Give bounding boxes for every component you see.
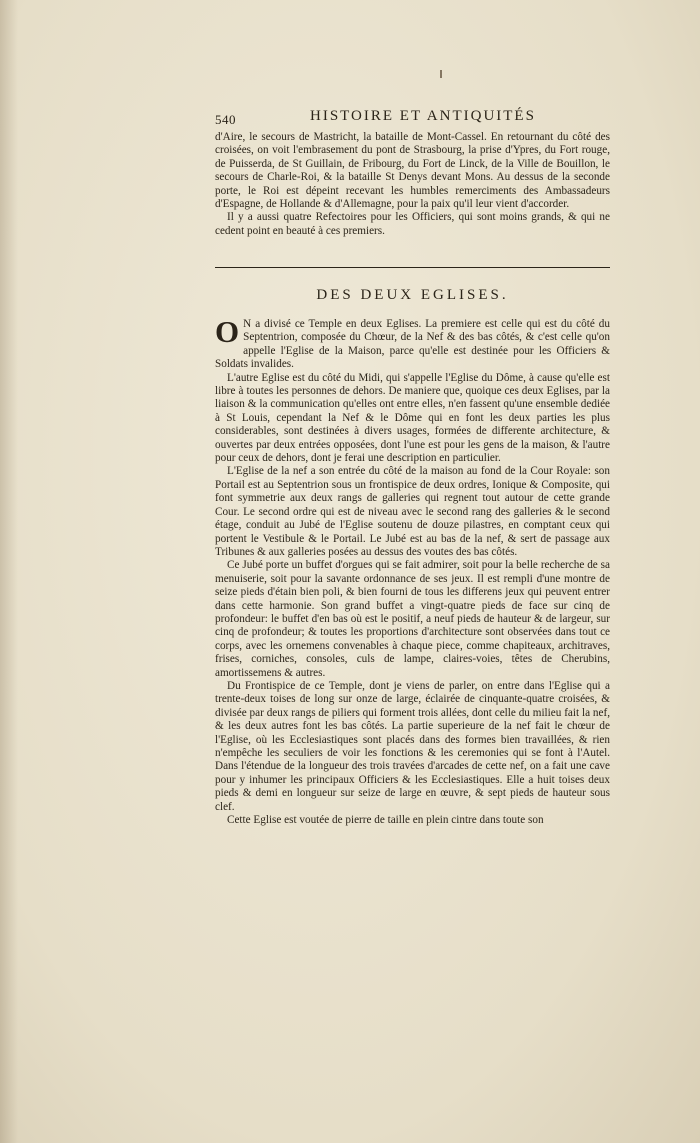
paragraph: Cette Eglise est voutée de pierre de taille en plein cintre dans toute son [227,814,544,827]
continued-text [215,131,610,238]
page-edge-shadow [0,0,18,1143]
page-number: 540 [215,112,236,127]
paragraph: Il y a aussi quatre Refectoires pour les Officiers, qui sont moins grands, & qui ne cedent point en beauté à ces premiers. [215,211,610,237]
paragraph: d'Aire, le secours de Mastricht, la bataille de Mont-Cassel. En retournant du côté des croisées, on voit l'embrasement du pont de Strasbourg, la prise d'Ypres, du Fort rouge, de Puisserda, de St Guillain, de Fribourg, du Fort de Linck, de la Ville de Bouillon, le secours de Charle-Roi, & la bataille St Denys devant Mons. Au dessus de la seconde porte, le Roi est dépeint recevant les humbles remerciments des Ambassadeurs d'Espagne, de Hollande & d'Allemagne, pour la paix qu'il leur vient d'accorder. [215,131,610,211]
section-body [215,314,610,827]
drop-cap: O [215,314,240,349]
page-header [215,106,610,130]
paragraph-text: N a divisé ce Temple en deux Eglises. La premiere est celle qui est du côté du Septentrion, composée du Chœur, de la Nef & des bas côtés, & c'est celle qu'on appelle l'Eglise de la Maison, parce qu'elle est destinée pour les Officiers & Soldats invalides. [215,318,610,371]
paragraph: Ce Jubé porte un buffet d'orgues qui se fait admirer, soit pour la belle recherche de sa menuiserie, soit pour la savante ordonnance de ses jeux. Il est rempli d'une montre de seize pieds d'étain bien poli, & bien fourni de tous les differens jeux qui peuvent entrer dans cette harmonie. Son grand buffet a vingt-quatre pieds de face sur cinq de profondeur: le buffet d'en bas où est le positif, a neuf pieds de hauteur & de largeur, sur cinq de profondeur; & toutes les proportions d'architecture sont observées dans tout ce corps, avec les ornemens convenables à chaque piece, comme chapiteaux, architraves, frises, corniches, consoles, culs de lampe, claires-voies, têtes de Cherubins, amortissemens & autres. [215,559,610,679]
running-head: HISTOIRE ET ANTIQUITÉS [310,108,536,124]
section-title: DES DEUX EGLISES. [316,287,509,303]
paragraph: Du Frontispice de ce Temple, dont je viens de parler, on entre dans l'Eglise qui a trente-deux toises de long sur onze de large, éclairée de cinquante-quatre croisées, & divisée par deux rangs de piliers qui forment trois allées, dont celle du milieu fait la nef, & les deux autres font les bas côtés. La partie superieure de la nef fait le chœur de l'Eglise, où les Ecclesiastiques sont placés dans des formes bien travaillées, & rien n'empêche les seculiers de voir les fonctions & les ceremonies qui se font à l'Autel. Dans l'étendue de la longueur des trois travées d'arcades de cette nef, on a fait une cave pour y inhumer les principaux Officiers & les Ecclesiastiques. Elle a huit toises deux pieds & demi en longueur sur seize de large en œuvre, & sept pieds de hauteur sous clef. [215,679,610,813]
ink-mark [440,70,442,78]
paragraph [215,314,610,372]
paragraph: L'autre Eglise est du côté du Midi, qui s'appelle l'Eglise du Dôme, à cause qu'elle est libre à toutes les personnes de dehors. De maniere que, quoique ces deux Eglises, par la liaison & la communication qu'elles ont entre elles, n'en fassent qu'une ensemble dediée à St Louis, cependant la Nef & le Dôme qui en font les deux parties les plus considerables, sont destinées à divers usages, formées de differente architecture, & ouvertes par deux entrées opposées, dont l'une est pour les gens de la maison, & l'autre pour ceux de dehors, dont je ferai une description en particulier. [215,371,610,465]
section-divider [215,267,610,268]
paragraph: L'Eglise de la nef a son entrée du côté de la maison au fond de la Cour Royale: son Portail est au Septentrion sous un frontispice de deux ordres, Ionique & Composite, qui font symmetrie aux deux rangs de galleries qui regnent tout autour de cette grande Cour. Le second ordre qui est de niveau avec le second rang des galleries & le second étage, conduit au Jubé de l'Eglise soutenu de douze pilastres, en comptant ceux qui portent le Vestibule & le Portail. Le Jubé est au bas de la nef, & sert de passage aux Tribunes & aux galleries posées au dessus des voutes des bas côtés. [215,465,610,558]
